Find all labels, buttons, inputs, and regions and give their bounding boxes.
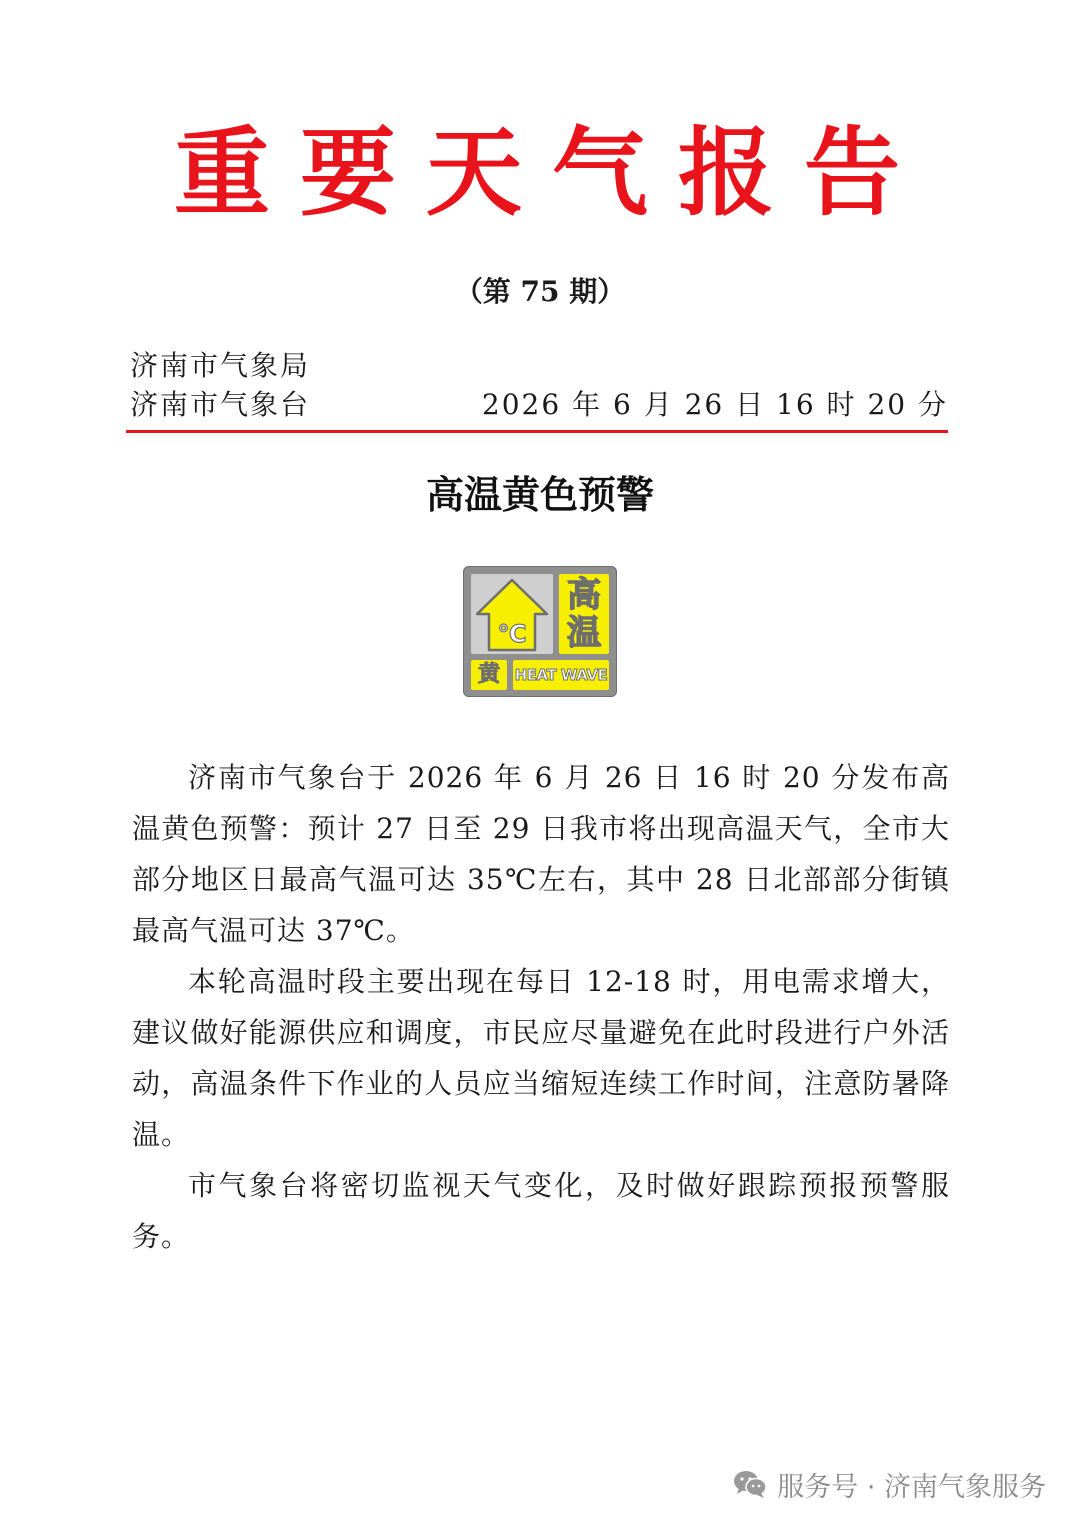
wechat-icon	[733, 1469, 767, 1499]
body-paragraph: 本轮高温时段主要出现在每日 12-18 时，用电需求增大，建议做好能源供应和调度，市民应尽量避免在此时段进行户外活动，高温条件下作业的人员应当缩短连续工作时间，注意防暑降温。	[132, 965, 950, 1151]
body-paragraph: 市气象台将密切监视天气变化，及时做好跟踪预报预警服务。	[132, 1169, 950, 1253]
report-title: 重要天气报告	[174, 116, 930, 229]
thermometer-panel	[471, 574, 553, 654]
icon-char-bottom: 温	[567, 613, 601, 653]
issue-number: （第 75 期）	[454, 275, 626, 308]
issuer-bureau: 济南市气象局	[130, 349, 311, 382]
heat-wave-label: HEAT WAVE	[513, 660, 609, 690]
heat-wave-warning-icon	[463, 566, 617, 697]
watermark-text: 服务号 · 济南气象服务	[777, 1471, 1046, 1503]
warning-level-char: 黄	[471, 660, 507, 690]
watermark	[733, 1462, 1046, 1506]
header-divider	[126, 430, 948, 433]
degree-celsius-symbol: ℃	[497, 620, 527, 648]
issue-time: 2026 年 6 月 26 日 16 时 20 分	[481, 388, 948, 421]
issuer-observatory: 济南市气象台	[130, 388, 311, 421]
warning-body	[132, 752, 950, 1262]
char-panel	[559, 574, 609, 654]
warning-title: 高温黄色预警	[425, 472, 654, 517]
icon-char-top: 高	[567, 575, 601, 615]
house-arrow-icon	[471, 574, 553, 654]
body-paragraph: 济南市气象台于 2026 年 6 月 26 日 16 时 20 分发布高温黄色预警：预计 27 日至 29 日我市将出现高温天气，全市大部分地区日最高气温可达 35℃左右，其中 28 日北部部分街镇最高气温可达 37℃。	[132, 761, 950, 947]
